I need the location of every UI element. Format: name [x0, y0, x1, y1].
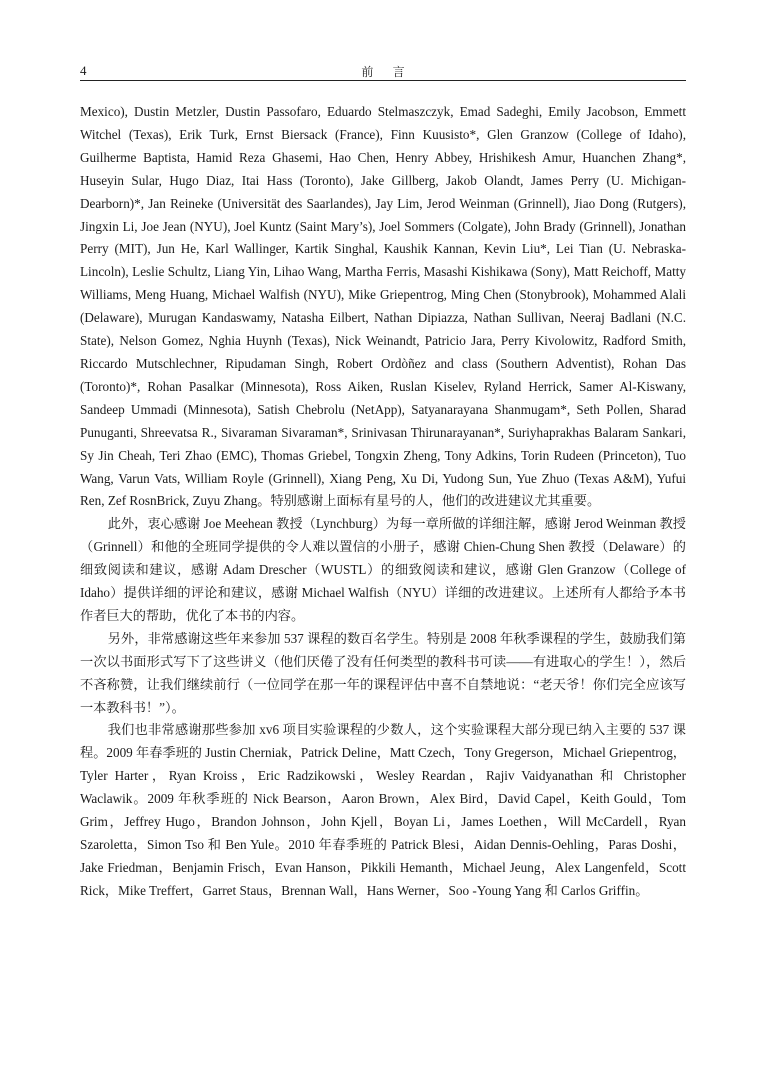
paragraph-thanks-reviewers: 此外，衷心感谢 Joe Meehean 教授（Lynchburg）为每一章所做的详细注解，感谢 Jerod Weinman 教授（Grinnell）和他的全班同学提供的令人难以置信的小册子，感谢 Chien-Chung Shen 教授（Delaware）的细致阅读和建议，感谢 Adam Drescher（WUSTL）的细致阅读和建议，感谢 Glen Granzow（College of Idaho）提供详细的评论和建议，感谢 Michael Walfish（NYU）详细的改进建议。上述所有人都给予本书作者巨大的帮助，优化了本书的内容。 — [80, 516, 686, 623]
paragraph-thanks-xv6-class: 我们也非常感谢那些参加 xv6 项目实验课程的少数人，这个实验课程大部分现已纳入主要的 537 课程。2009 年春季班的 Justin Cherniak，Patrick Deline，Matt Czech，Tony Gregerson，Michael Griepentrog，Tyler Harter，Ryan Kroiss，Eric Radzikowski，Wesley Reardan，Rajiv Vaidyanathan 和 Christopher Waclawik。2009 年秋季班的 Nick Bearson，Aaron Brown，Alex Bird，David Capel，Keith Gould，Tom Grim，Jeffrey Hugo，Brandon Johnson，John Kjell，Boyan Li，James Loethen，Will McCardell，Ryan Szaroletta，Simon Tso 和 Ben Yule。2010 年春季班的 Patrick Blesi，Aidan Dennis-Oehling，Paras Doshi，Jake Friedman，Benjamin Frisch，Evan Hanson，Pikkili Hemanth，Michael Jeung，Alex Langenfeld，Scott Rick，Mike Treffert，Garret Staus，Brennan Wall，Hans Werner，Soo -Young Yang 和 Carlos Griffin。 — [80, 722, 686, 898]
paragraph-acknowledgement-names: Mexico), Dustin Metzler, Dustin Passofaro, Eduardo Stelmaszczyk, Emad Sadeghi, Emily Jacobson, Emmett Witchel (Texas), Erik Turk, Ernst Biersack (France), Finn Kuusisto*, Glen Granzow (College of Idaho), Guilherme Baptista, Hamid Reza Ghasemi, Hao Chen, Henry Abbey, Hrishikesh Amur, Huanchen Zhang*, Huseyin Sular, Hugo Diaz, Itai Hass (Toronto), Jake Gillberg, Jakob Olandt, James Perry (U. Michigan-Dearborn)*, Jan Reineke (Universität des Saarlandes), Jay Lim, Jerod Weinman (Grinnell), Jiao Dong (Rutgers), Jingxin Li, Joe Jean (NYU), Joel Kuntz (Saint Mary’s), Joel Sommers (Colgate), John Brady (Grinnell), Jonathan Perry (MIT), Jun He, Karl Wallinger, Kartik Singhal, Kaushik Kannan, Kevin Liu*, Lei Tian (U. Nebraska-Lincoln), Leslie Schultz, Liang Yin, Lihao Wang, Martha Ferris, Masashi Kishikawa (Sony), Matt Reichoff, Matty Williams, Meng Huang, Michael Walfish (NYU), Mike Griepentrog, Ming Chen (Stonybrook), Mohammed Alali (Delaware), Murugan Kandaswamy, Natasha Eilbert, Nathan Dipiazza, Nathan Sullivan, Neeraj Badlani (N.C. State), Nelson Gomez, Nghia Huynh (Texas), Nick Weinandt, Patricio Jara, Perry Kivolowitz, Radford Smith, Riccardo Mutschlechner, Ripudaman Singh, Robert Ordòñez and class (Southern Adventist), Rohan Das (Toronto)*, Rohan Pasalkar (Minnesota), Ross Aiken, Ruslan Kiselev, Ryland Herrick, Samer Al-Kiswany, Sandeep Ummadi (Minnesota), Satish Chebrolu (NetApp), Satyanarayana Shanmugam*, Seth Pollen, Sharad Punuganti, Shreevatsa R., Sivaraman Sivaraman*, Srinivasan Thirunarayanan*, Suriyhaprakhas Balaram Sankari, Sy Jin Cheah, Teri Zhao (EMC), Thomas Griebel, Tongxin Zheng, Tony Adkins, Torin Rudeen (Princeton), Tuo Wang, Varun Vats, William Royle (Grinnell), Xiang Peng, Xu Di, Yudong Sun, Yue Zhuo (Texas A&M), Yufui Ren, Zef RosnBrick, Zuyu Zhang。特别感谢上面标有星号的人，他们的改进建议尤其重要。 — [80, 104, 686, 509]
page-number: 4 — [80, 63, 87, 78]
paragraph-thanks-students: 另外，非常感谢这些年来参加 537 课程的数百名学生。特别是 2008 年秋季课程的学生，鼓励我们第一次以书面形式写下了这些讲义（他们厌倦了没有任何类型的教科书可读——有进取心的学生！），然后不吝称赞，让我们继续前行（一位同学在那一年的课程评估中喜不自禁地说：“老天爷！你们完全应该写一本教科书！”）。 — [80, 630, 686, 715]
page-body — [80, 101, 686, 903]
page-header — [80, 62, 686, 81]
running-title: 前言 — [361, 65, 424, 79]
